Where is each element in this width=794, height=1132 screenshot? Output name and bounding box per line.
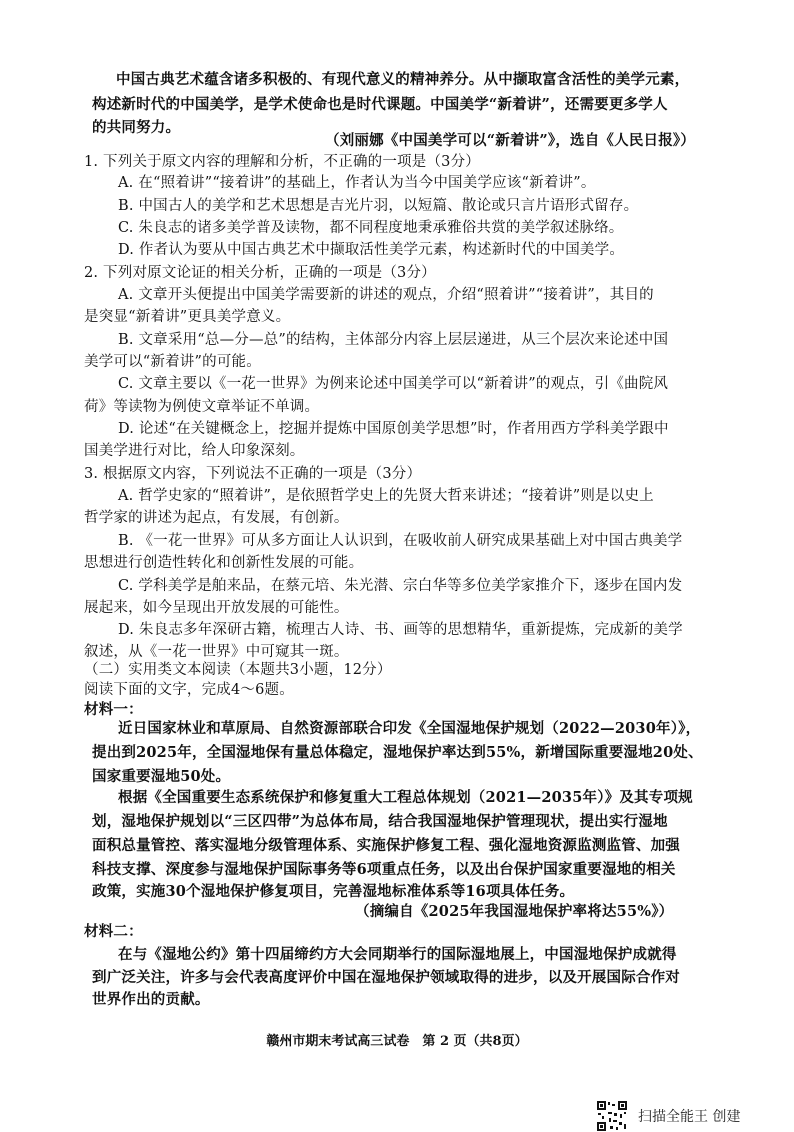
question-3-option-d: D. 朱良志多年深研古籍，梳理古人诗、书、画等的思想精华，重新提炼，完成新的美学: [118, 622, 683, 638]
section-heading: （二）实用类文本阅读（本题共3小题，12分）: [84, 662, 392, 678]
question-3-option-b: B. 《一花一世界》可从多方面让人认识到，在吸收前人研究成果基础上对中国古典美学: [118, 533, 683, 549]
question-3-option-d-cont: 叙述，从《一花一世界》中可窥其一斑。: [84, 644, 349, 660]
material-a-line: 构述新时代的中国美学，是学术使命也是时代课题。中国美学“新着讲”，还需要更多学人: [92, 96, 668, 113]
material-1-line: 国家重要湿地50处。: [92, 768, 231, 785]
scanner-watermark: 扫描全能王 创建: [638, 1109, 741, 1125]
material-1-line: 政策，实施30个湿地保护修复项目，完善湿地标准体系等16项具体任务。: [92, 883, 575, 900]
question-3-option-c-cont: 展起来，如今呈现出开放发展的可能性。: [84, 600, 349, 616]
section-instruction: 阅读下面的文字，完成4～6题。: [84, 682, 294, 698]
question-2-option-a: A. 文章开头便提出中国美学需要新的讲述的观点，介绍“照着讲”“接着讲”，其目的: [118, 287, 654, 303]
qr-code-icon: [596, 1100, 628, 1132]
question-3-option-a: A. 哲学史家的“照着讲”，是依照哲学史上的先贤大哲来讲述；“接着讲”则是以史上: [118, 488, 654, 504]
question-1-option-c: C. 朱良志的诸多美学普及读物，都不同程度地秉承雅俗共赏的美学叙述脉络。: [118, 220, 624, 236]
material-2-line: 世界作出的贡献。: [92, 991, 210, 1008]
material-2-line: 到广泛关注，许多与会代表高度评价中国在湿地保护领域取得的进步，以及开展国际合作对: [92, 969, 680, 986]
question-2-option-a-cont: 是突显“新着讲”更具美学意义。: [84, 309, 291, 325]
question-3-option-c: C. 学科美学是舶来品，在蔡元培、朱光潜、宗白华等多位美学家推介下，逐步在国内发: [118, 578, 683, 594]
material-a-source: （刘丽娜《中国美学可以“新着讲”》，选自《人民日报》）: [325, 132, 696, 149]
question-1-option-a: A. 在“照着讲”“接着讲”的基础上，作者认为当今中国美学应该“新着讲”。: [118, 175, 596, 191]
question-3-option-a-cont: 哲学家的讲述为起点，有发展，有创新。: [84, 510, 349, 526]
material-a-line: 中国古典艺术蕴含诸多积极的、有现代意义的精神养分。从中撷取富含活性的美学元素，: [116, 71, 690, 88]
question-3-stem: 3. 根据原文内容，下列说法不正确的一项是（3分）: [84, 466, 422, 482]
material-1-line: 提出到2025年，全国湿地保有量总体稳定，湿地保护率达到55%，新增国际重要湿地20处、: [92, 744, 703, 761]
material-1-line: 划，湿地保护规划以“三区四带”为总体布局，结合我国湿地保护管理现状，提出实行湿地: [92, 813, 668, 830]
material-1-source: （摘编自《2025年我国湿地保护率将达55%》）: [355, 903, 674, 920]
material-1-line: 科技支撑、深度参与湿地保护国际事务等6项重点任务，以及出台保护国家重要湿地的相关: [92, 861, 676, 878]
material-1-line: 面积总量管控、落实湿地分级管理体系、实施保护修复工程、强化湿地资源监测监管、加强: [92, 837, 680, 854]
question-2-stem: 2. 下列对原文论证的相关分析，正确的一项是（3分）: [84, 265, 436, 281]
question-2-option-b: B. 文章采用“总—分—总”的结构，主体部分内容上层层递进，从三个层次来论述中国: [118, 332, 669, 348]
question-3-option-b-cont: 思想进行创造性转化和创新性发展的可能。: [84, 555, 364, 571]
material-1-line: 近日国家林业和草原局、自然资源部联合印发《全国湿地保护规划（2022—2030年）》，: [118, 720, 701, 737]
material-1-line: 根据《全国重要生态系统保护和修复重大工程总体规划（2021—2035年）》及其专项规: [118, 789, 693, 806]
question-2-option-d-cont: 国美学进行对比，给人印象深刻。: [84, 443, 305, 459]
page-footer: 赣州市期末考试高三试卷 第 2 页（共8页）: [266, 1034, 528, 1049]
material-a-line: 的共同努力。: [92, 119, 181, 136]
question-2-option-c: C. 文章主要以《一花一世界》为例来论述中国美学可以“新着讲”的观点，引《曲院风: [118, 376, 669, 392]
material-2-line: 在与《湿地公约》第十四届缔约方大会同期举行的国际湿地展上，中国湿地保护成就得: [118, 946, 677, 963]
question-2-option-c-cont: 荷》等读物为例使文章举证不单调。: [84, 399, 320, 415]
material-2-label: 材料二：: [84, 923, 143, 940]
question-2-option-b-cont: 美学可以“新着讲”的可能。: [84, 354, 261, 370]
question-1-option-d: D. 作者认为要从中国古典艺术中撷取活性美学元素，构述新时代的中国美学。: [118, 242, 625, 258]
question-2-option-d: D. 论述“在关键概念上，挖掘并提炼中国原创美学思想”时，作者用西方学科美学跟中: [118, 421, 669, 437]
material-1-label: 材料一：: [84, 701, 143, 718]
question-1-option-b: B. 中国古人的美学和艺术思想是吉光片羽，以短篇、散论或只言片语形式留存。: [118, 198, 639, 214]
question-1-stem: 1. 下列关于原文内容的理解和分析，不正确的一项是（3分）: [84, 154, 480, 170]
